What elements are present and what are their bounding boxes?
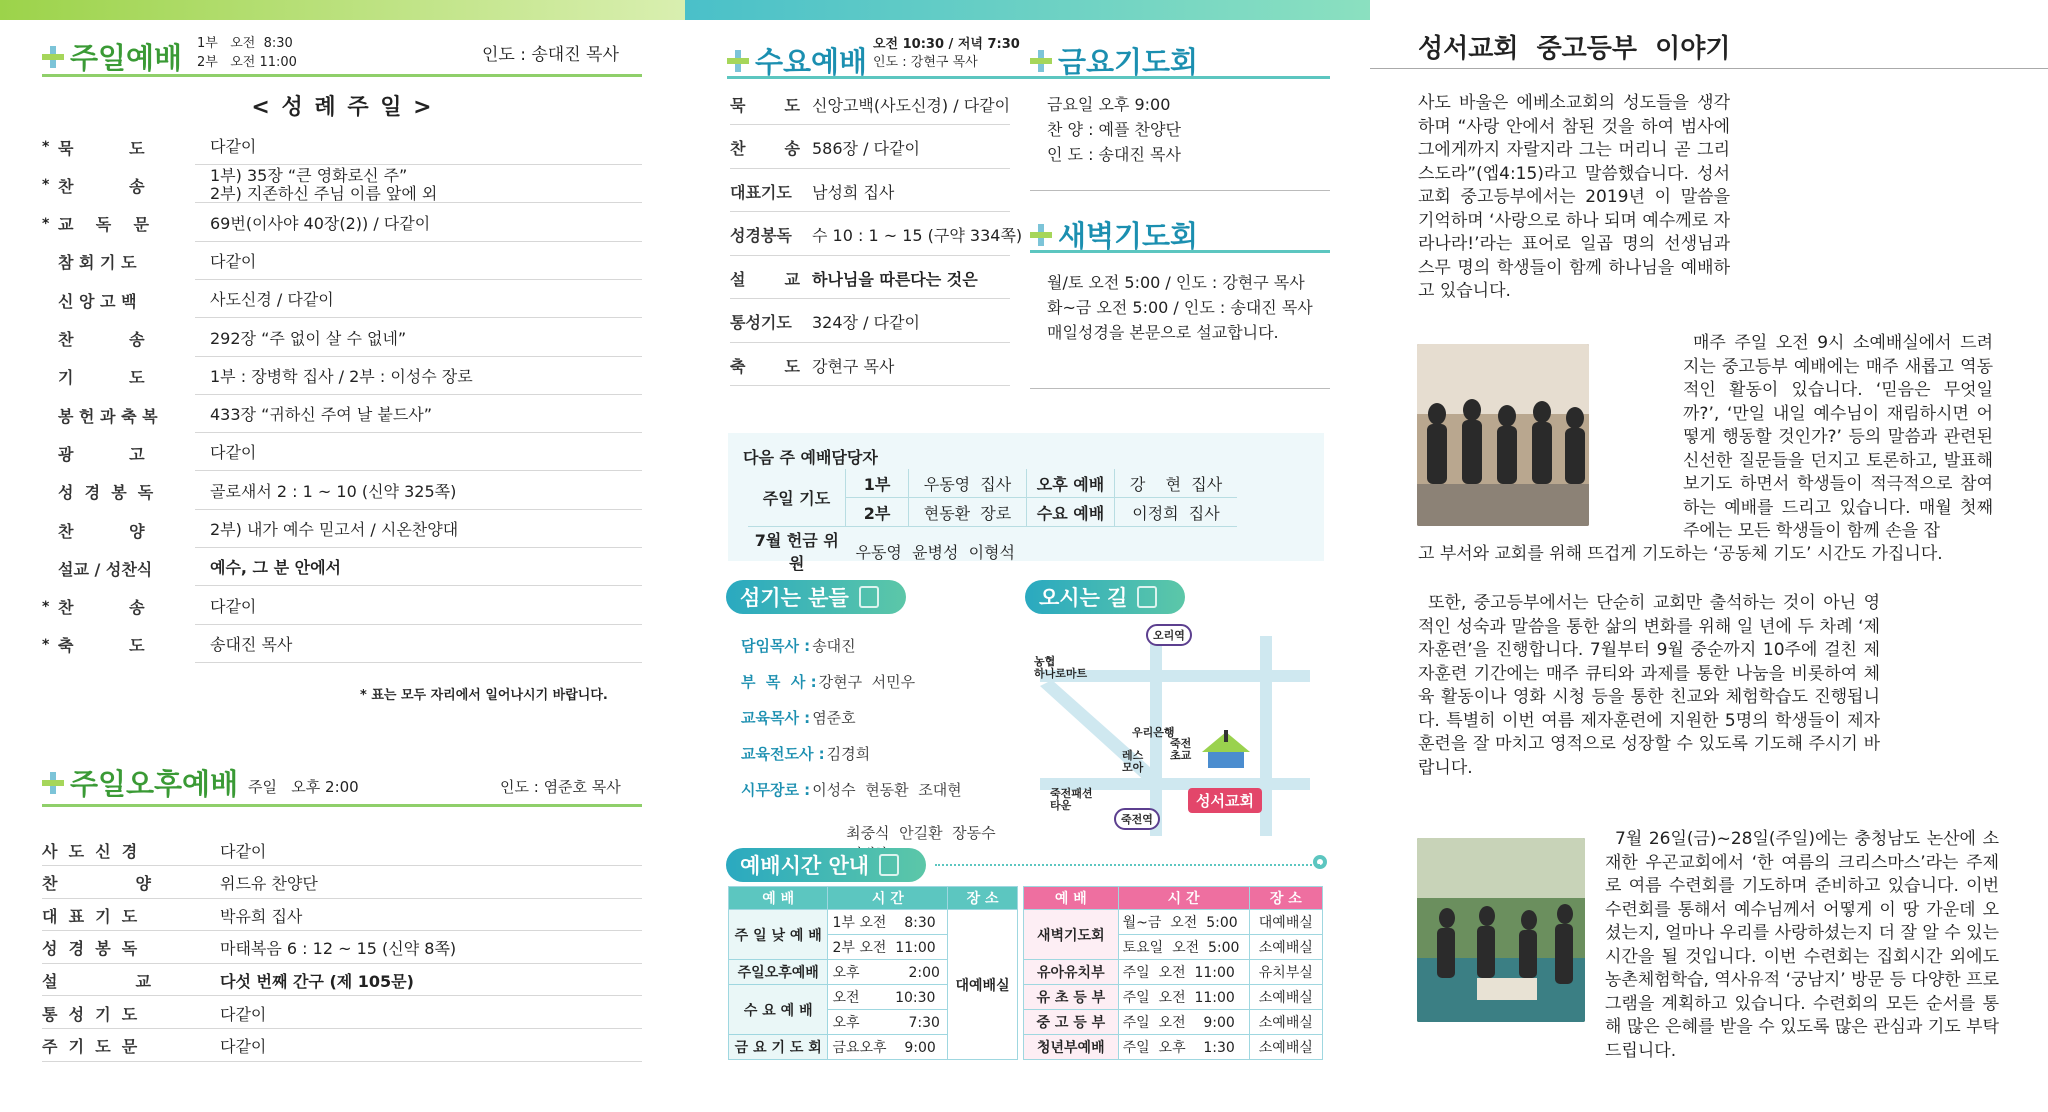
elders-extra-names: 최중식 안길환 장동수 <box>846 824 996 842</box>
service-place: 소예배실 <box>1249 1035 1322 1060</box>
row-divider <box>730 168 1010 169</box>
retreat-photo <box>1417 838 1585 1022</box>
story-paragraph-2-cont: 고 부서와 교회를 위해 뜨겁게 기도하는 ‘공동체 기도’ 시간도 가집니다. <box>1418 544 1943 564</box>
label-nonghyup: 농협 하나로마트 <box>1034 655 1088 680</box>
weekday-column <box>685 0 1370 1112</box>
wednesday-name: 이정희 집사 <box>1115 498 1238 527</box>
order-value: 신앙고백(사도신경) / 다같이 <box>812 95 1011 115</box>
dawn-info <box>1047 270 1313 345</box>
prayer-label: 주일 기도 <box>748 469 846 527</box>
map <box>1030 626 1320 836</box>
order-row <box>42 628 642 662</box>
order-value: 박유희 집사 <box>220 906 303 926</box>
order-label: 신 앙 고 백 <box>58 291 137 311</box>
afternoon-name: 강 현 집사 <box>1115 469 1238 498</box>
order-value: 예수, 그 분 안에서 <box>210 558 341 578</box>
map-icon <box>1137 586 1157 608</box>
label-jukjeon-school: 죽전 초교 <box>1170 737 1192 762</box>
row-divider <box>195 317 642 318</box>
dotted-divider <box>935 864 1320 866</box>
order-row <box>730 132 1030 164</box>
order-row <box>730 349 1030 381</box>
standing-mark: * <box>42 177 50 194</box>
order-value: 마태복음 6 : 12 ~ 15 (신약 8쪽) <box>220 939 457 959</box>
service-time: 토요일 오전 5:00 <box>1118 935 1249 960</box>
col-header: 장 소 <box>948 887 1018 910</box>
servant-row <box>741 632 856 658</box>
service-time: 주일 오후 1:30 <box>1118 1035 1249 1060</box>
row-divider <box>730 211 1010 212</box>
order-label: 통성기도 <box>730 313 792 332</box>
order-label: 묵 도 <box>730 95 800 115</box>
row-divider <box>195 164 642 165</box>
order-row <box>42 475 642 509</box>
servant-names: 김경희 <box>826 744 871 763</box>
schedule-header: 예배시간 안내 <box>726 848 926 882</box>
friday-title: 금요기도회 <box>1030 40 1198 81</box>
order-value: 강현구 목사 <box>812 356 895 376</box>
friday-line: 찬 양 : 예플 찬양단 <box>1047 120 1181 139</box>
label-church: 성서교회 <box>1188 788 1262 813</box>
servant-role: 시무장로 : <box>741 780 811 799</box>
row-divider <box>42 898 642 899</box>
order-row <box>42 934 642 962</box>
servant-role: 교육전도사 : <box>741 744 825 763</box>
story-paragraph-1: 사도 바울은 에베소교회의 성도들을 생각하며 “사랑 안에서 참된 것을 하여 범사에 그에게까지 자랄지라 그는 머리니 곧 그리스도라”(엡4:15)라고 말씀했습니다. 성서교회 중고등부에서는 2019년 이 말씀을 기억하며 ‘사랑으로 하나 되며 예수께로 자라나라!’라는 표어로 일곱 명의 선생님과 스무 명의 학생들이 함께 하나님을 예배하고 있습니다. <box>1418 93 1730 301</box>
servants-header: 섬기는 분들 <box>726 580 906 614</box>
order-row <box>42 999 642 1027</box>
servant-role: 부 목 사 : <box>741 672 817 691</box>
service-time: 오후 7:30 <box>828 1010 948 1035</box>
row-divider <box>42 1061 642 1062</box>
service-time-2: 2부 오전 11:00 <box>197 55 297 70</box>
service-place: 유치부실 <box>1249 960 1322 985</box>
divider <box>1030 76 1330 79</box>
row-divider <box>195 585 642 586</box>
order-row <box>42 513 642 547</box>
order-value: 수 10 : 1 ~ 15 (구약 334쪽) <box>812 226 1023 245</box>
order-value: 292장 “주 없이 살 수 없네” <box>210 328 407 348</box>
standing-note: * 표는 모두 자리에서 일어나시기 바랍니다. <box>360 688 608 703</box>
order-label: 대 표 기 도 <box>42 906 138 926</box>
row-divider <box>195 547 642 548</box>
book-icon <box>859 586 879 608</box>
row-divider <box>195 241 642 242</box>
order-label: 통 성 기 도 <box>42 1004 138 1024</box>
order-label: 설교 / 성찬식 <box>58 559 153 579</box>
service-name: 새벽기도회 <box>1024 910 1119 960</box>
wednesday-label: 수요 예배 <box>1027 498 1115 527</box>
divider <box>1370 68 2048 69</box>
order-row <box>730 306 1030 338</box>
order-value: 324장 / 다같이 <box>812 313 920 332</box>
offering-label: 7월 헌금 위원 <box>754 531 839 573</box>
top-stripe <box>0 0 685 20</box>
order-row <box>730 262 1030 294</box>
order-row <box>42 398 642 432</box>
servant-names: 염준호 <box>812 708 856 727</box>
story-paragraph-2: 매주 주일 오전 9시 소예배실에서 드려지는 중고등부 예배에는 매주 새롭고 역동적인 활동이 있습니다. ‘믿음은 무엇일까?’, ‘만일 내일 예수님이 재림하시면 어떻게 행동할 것인가?’ 등의 말씀과 관련된 신선한 질문들을 던지고 토론하고, 발표해 보기도 하면서 학생들이 적극적으로 참여하는 예배를 드리고 있습니다. 매월 첫째 주에는 모든 학생들이 함께 손을 잡 <box>1683 333 1993 541</box>
afternoon-worship-title: 주일오후예배 <box>42 762 238 803</box>
order-value: 다같이 <box>210 251 257 271</box>
row-divider <box>730 298 1010 299</box>
sunday-worship-title: 주일예배 <box>42 36 182 77</box>
order-label: 찬 양 <box>58 521 145 541</box>
next-week-box <box>728 433 1324 573</box>
youth-worship-photo <box>1417 344 1589 526</box>
order-label: 광 고 <box>58 444 145 464</box>
part2-label: 2부 <box>846 498 909 527</box>
order-row <box>42 360 642 394</box>
order-value: 69번(이사야 40장(2)) / 다같이 <box>210 213 431 233</box>
cross-icon <box>42 46 64 68</box>
service-time: 오전 10:30 <box>828 985 948 1010</box>
service-name: 유아유치부 <box>1024 960 1119 985</box>
label-resmoa: 레스 모아 <box>1122 749 1144 774</box>
service-name: 청년부예배 <box>1024 1035 1119 1060</box>
standing-mark: * <box>42 636 50 653</box>
order-label: 봉 헌 과 축 복 <box>58 406 158 426</box>
col-header: 장 소 <box>1249 887 1322 910</box>
row-divider <box>195 394 642 395</box>
service-name: 유 초 등 부 <box>1024 985 1119 1010</box>
church-icon <box>1200 730 1252 770</box>
friday-info <box>1047 92 1181 167</box>
row-divider <box>195 662 642 663</box>
order-label: 성 경 봉 독 <box>42 939 138 959</box>
divider <box>1030 190 1330 191</box>
row-divider <box>195 279 642 280</box>
label-jukjeon-station: 죽전역 <box>1114 808 1160 830</box>
next-week-table <box>748 469 1237 575</box>
order-value: 다같이 <box>220 841 267 861</box>
service-time: 월~금 오전 5:00 <box>1118 910 1249 935</box>
wednesday-time: 오전 10:30 / 저녁 7:30 <box>873 37 1020 52</box>
order-value: 사도신경 / 다같이 <box>210 290 334 310</box>
schedule-right-table <box>1023 886 1323 1060</box>
story-title: 성서교회 중고등부 이야기 <box>1418 34 1731 64</box>
servant-role: 담임목사 : <box>741 636 811 655</box>
service-name: 금 요 기 도 회 <box>729 1035 828 1060</box>
service-time: 1부 오전 8:30 <box>828 910 948 935</box>
service-name: 주일오후예배 <box>729 960 828 985</box>
order-value: 남성희 집사 <box>812 182 895 202</box>
order-row <box>42 966 642 994</box>
order-value: 하나님을 따른다는 것은 <box>812 269 978 289</box>
afternoon-label: 오후 예배 <box>1027 469 1115 498</box>
service-place: 소예배실 <box>1249 935 1322 960</box>
servant-row <box>741 704 856 730</box>
row-divider <box>195 624 642 625</box>
dawn-line: 화~금 오전 5:00 / 인도 : 송대진 목사 <box>1047 298 1313 317</box>
service-name: 수 요 예 배 <box>729 985 828 1035</box>
order-value: 다같이 <box>210 596 257 616</box>
order-row <box>42 207 642 241</box>
order-value: 433장 “귀하신 주여 날 붙드사” <box>210 405 433 425</box>
cross-icon <box>727 50 749 72</box>
order-row <box>42 590 642 624</box>
order-value: 다같이 <box>210 443 257 463</box>
row-divider <box>730 342 1010 343</box>
dawn-line: 매일성경을 본문으로 설교합니다. <box>1047 323 1279 342</box>
order-value: 1부 : 장병학 집사 / 2부 : 이성수 장로 <box>210 366 473 386</box>
standing-mark: * <box>42 215 50 232</box>
wednesday-leader: 인도 : 강현구 목사 <box>873 55 978 70</box>
servant-row <box>741 776 962 802</box>
col-header: 시 간 <box>1118 887 1249 910</box>
divider <box>42 74 642 77</box>
order-value: 위드유 찬양단 <box>220 874 318 894</box>
sunday-worship-leader: 인도 : 송대진 목사 <box>482 45 619 65</box>
afternoon-leader: 인도 : 염준호 목사 <box>500 778 621 796</box>
sunday-column <box>0 0 685 1112</box>
servant-row <box>741 740 870 766</box>
row-divider <box>195 509 642 510</box>
label-jukjeon-fashion: 죽전패션 타운 <box>1050 787 1093 812</box>
order-label: 성 경 봉 독 <box>58 483 154 503</box>
service-place: 대예배실 <box>948 910 1018 1060</box>
divider <box>1030 388 1330 389</box>
order-row <box>42 322 642 356</box>
divider <box>1030 250 1330 253</box>
order-value: 송대진 목사 <box>210 634 293 654</box>
order-row <box>42 901 642 929</box>
order-label: 찬 송 <box>58 176 145 196</box>
friday-line: 금요일 오후 9:00 <box>1047 95 1171 114</box>
order-label: 묵 도 <box>58 138 145 158</box>
service-time: 주일 오전 11:00 <box>1118 985 1249 1010</box>
servant-row <box>741 668 915 694</box>
order-label: 축 도 <box>730 356 800 376</box>
order-label: 찬 양 <box>42 874 151 894</box>
clock-icon <box>879 854 899 876</box>
service-place: 소예배실 <box>1249 985 1322 1010</box>
order-label: 대표기도 <box>730 182 792 202</box>
servant-names: 강현구 서민우 <box>818 672 916 691</box>
servant-role: 교육목사 : <box>741 708 811 727</box>
order-row <box>42 245 642 279</box>
directions-header: 오시는 길 <box>1025 580 1185 614</box>
row-divider <box>195 432 642 433</box>
offering-names: 우동영 윤병성 이형석 <box>855 542 1015 562</box>
order-row <box>42 168 642 202</box>
part1-name: 우동영 집사 <box>909 469 1027 498</box>
dawn-line: 월/토 오전 5:00 / 인도 : 강현구 목사 <box>1047 273 1305 292</box>
afternoon-time: 주일 오후 2:00 <box>248 778 359 796</box>
service-time: 금요오후 9:00 <box>828 1035 948 1060</box>
service-subtitle: < 성 례 주 일 > <box>251 95 434 120</box>
order-row <box>730 88 1030 120</box>
order-label: 축 도 <box>58 636 145 656</box>
sunday-worship-times <box>197 34 297 72</box>
service-time-1: 1부 오전 8:30 <box>197 36 293 51</box>
order-value: 2부) 내가 예수 믿고서 / 시온찬양대 <box>210 520 459 539</box>
divider <box>42 804 642 807</box>
row-divider <box>730 385 1010 386</box>
order-value: 586장 / 다같이 <box>812 139 920 158</box>
people-silhouettes <box>1417 344 1589 526</box>
order-row <box>730 219 1030 251</box>
standing-mark: * <box>42 139 50 155</box>
service-time: 2부 오전 11:00 <box>828 935 948 960</box>
order-row <box>42 836 642 864</box>
row-divider <box>42 995 642 996</box>
order-row <box>42 869 642 897</box>
order-label: 교 독 문 <box>58 215 149 235</box>
story-column <box>1370 0 2048 1112</box>
order-label: 설 교 <box>730 269 800 289</box>
standing-mark: * <box>42 598 50 615</box>
order-label: 설 교 <box>42 971 151 991</box>
row-divider <box>730 255 1010 256</box>
service-time: 주일 오전 9:00 <box>1118 1010 1249 1035</box>
cross-icon <box>42 772 64 794</box>
order-label: 찬 송 <box>730 139 800 158</box>
order-value: 다같이 <box>210 137 257 156</box>
order-label: 사 도 신 경 <box>42 841 138 861</box>
order-value: 다같이 <box>220 1037 267 1057</box>
circle-marker <box>1313 855 1327 869</box>
order-label: 찬 송 <box>58 598 145 618</box>
retreat-scene <box>1417 838 1585 1022</box>
order-label: 참 회 기 도 <box>58 253 137 273</box>
order-label: 기 도 <box>58 368 145 388</box>
service-place: 대예배실 <box>1249 910 1322 935</box>
row-divider <box>195 470 642 471</box>
next-week-title: 다음 주 예배담당자 <box>743 448 878 467</box>
friday-line: 인 도 : 송대진 목사 <box>1047 145 1181 164</box>
schedule-left-table <box>728 886 1018 1060</box>
order-row <box>42 283 642 317</box>
row-divider <box>195 356 642 357</box>
order-label: 성경봉독 <box>730 226 792 245</box>
row-divider <box>42 930 642 931</box>
part1-label: 1부 <box>846 469 909 498</box>
service-name: 주 일 낮 예 배 <box>729 910 828 960</box>
service-name: 중 고 등 부 <box>1024 1010 1119 1035</box>
top-stripe <box>685 0 1370 20</box>
row-divider <box>42 865 642 866</box>
label-woori-bank: 우리은행 <box>1132 726 1175 739</box>
order-row <box>42 551 642 585</box>
order-label: 주 기 도 문 <box>42 1037 138 1057</box>
order-row <box>730 175 1030 207</box>
servant-names: 송대진 <box>812 636 856 655</box>
wednesday-title: 수요예배 <box>727 40 867 81</box>
cross-icon <box>1030 50 1052 72</box>
col-header: 예 배 <box>1024 887 1119 910</box>
order-value: 다같이 <box>220 1004 267 1024</box>
order-row <box>42 1032 642 1060</box>
order-row <box>42 436 642 470</box>
order-value: 1부) 35장 “큰 영화로신 주” 2부) 지존하신 주님 이름 앞에 외 <box>210 166 438 204</box>
col-header: 예 배 <box>729 887 828 910</box>
col-header: 시 간 <box>828 887 948 910</box>
order-label: 찬 송 <box>58 330 145 349</box>
part2-name: 현동환 장로 <box>909 498 1027 527</box>
row-divider <box>42 963 642 964</box>
cross-icon <box>1030 224 1052 246</box>
story-paragraph-3: 또한, 중고등부에서는 단순히 교회만 출석하는 것이 아닌 영적인 성숙과 말씀을 통한 삶의 변화를 위해 일 년에 두 차례 ‘제자훈련’을 진행합니다. 7월부터 9월 중순까지 10주에 걸친 제자훈련 기간에는 매주 큐티와 과제를 통한 나눔을 비롯하여 체육 활동이나 영화 시청 등을 통한 친교와 체험학습도 진행됩니다. 특별히 이번 여름 제자훈련에 지원한 5명의 학생들이 제자훈련을 잘 마치고 영적으로 성장할 수 있도록 기도해 주시기 바랍니다. <box>1418 593 1880 778</box>
divider <box>727 76 1057 79</box>
order-value: 골로새서 2 : 1 ~ 10 (신약 325쪽) <box>210 481 457 501</box>
story-paragraph-4: 7월 26일(금)~28일(주일)에는 충청남도 논산에 소재한 우곤교회에서 ‘한 여름의 크리스마스’라는 주제로 여름 수련회를 기도하며 준비하고 있습니다. 이번 수련회를 통해서 예수님께서 어떻게 이 땅 가운데 오셨는지, 얼마나 우리를 사랑하셨는지 더 잘 알 수 있는 시간을 될 것입니다. 이번 수련회는 집회시간 외에도 농촌체험학습, 역사유적 ‘궁남지’ 방문 등 다양한 프로그램을 계획하고 있습니다. 수련회의 모든 순서를 통해 많은 은혜를 받을 수 있도록 많은 관심과 기도 부탁드립니다. <box>1605 829 1999 1061</box>
dawn-title: 새벽기도회 <box>1030 214 1198 255</box>
service-place: 소예배실 <box>1249 1010 1322 1035</box>
order-row <box>42 130 642 164</box>
row-divider <box>42 1028 642 1029</box>
wednesday-info <box>873 36 1020 72</box>
servant-names: 이성수 현동환 조대현 <box>812 780 962 799</box>
service-time: 주일 오전 11:00 <box>1118 960 1249 985</box>
order-value: 다섯 번째 간구 (제 105문) <box>220 971 414 991</box>
label-ori-station: 오리역 <box>1146 624 1192 646</box>
row-divider <box>730 124 1010 125</box>
service-time: 오후 2:00 <box>828 960 948 985</box>
row-divider <box>195 202 642 203</box>
